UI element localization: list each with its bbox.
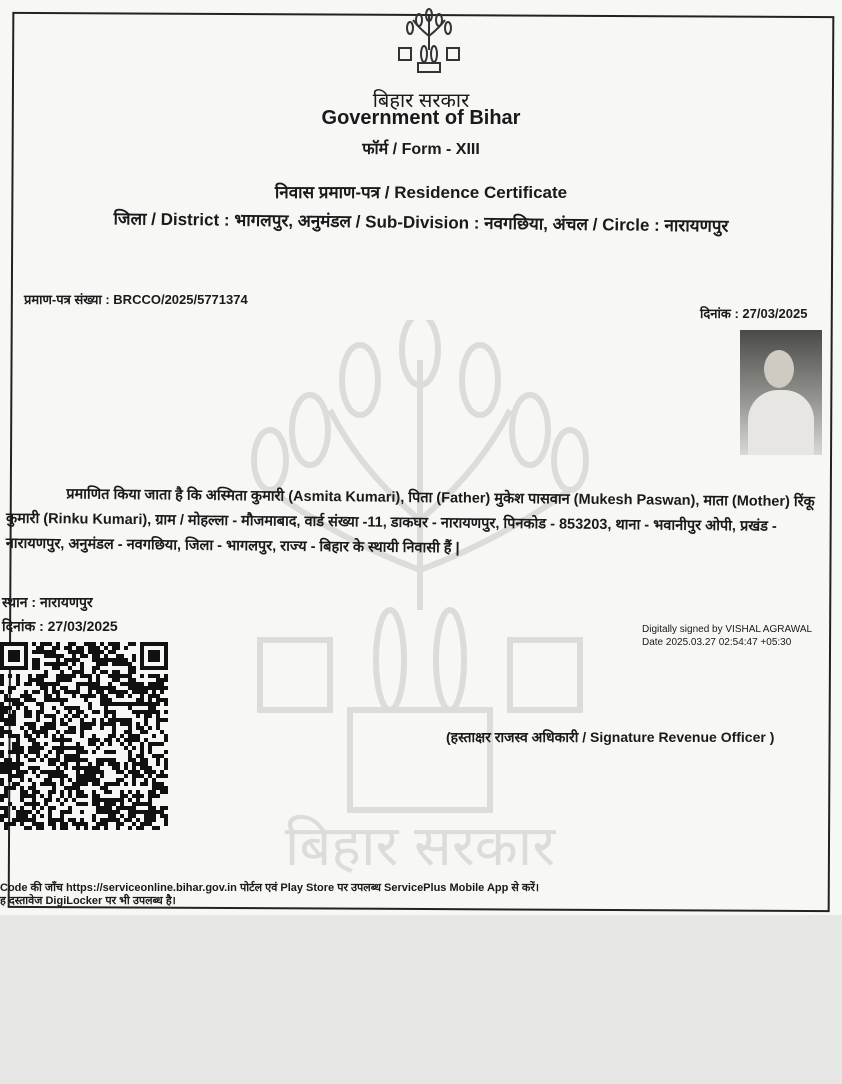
digital-signature-name: Digitally signed by VISHAL AGRAWAL (642, 624, 813, 635)
applicant-photo (740, 330, 822, 455)
state-name-english: Government of Bihar (321, 107, 521, 129)
bihar-emblem-logo (393, 8, 465, 76)
qr-code[interactable] (0, 642, 168, 830)
digital-signature (642, 623, 812, 649)
certificate-body: प्रमाणित किया जाता है कि अस्मिता कुमारी (Asmita Kumari), पिता (Father) मुकेश पासवान (Mukesh Paswan), माता (Mother) रिंकू कुमारी (Rinku Kumari), ग्राम / मोहल्ला - मौजमाबाद, वार्ड संख्या -11, डाकघर - नारायणपुर, पिनकोड - 853203, थाना - भवानीपुर ओपी, प्रखंड - नारायणपुर, अनुमंडल - नवगछिया, जिला - भागलपुर, राज्य - बिहार के स्थायी निवासी हैं | (5, 486, 815, 557)
issue-date: दिनांक : 27/03/2025 (2, 618, 118, 634)
jurisdiction: जिला / District : भागलपुर, अनुमंडल / Sub-Division : नवगछिया, अंचल / Circle : नारायणपुर (113, 209, 729, 236)
verification-note: Code की जाँच https://serviceonline.bihar.gov.in पोर्टल एवं Play Store पर उपलब्ध ServicePlus Mobile App से करें। (0, 882, 539, 894)
certificate-number: प्रमाण-पत्र संख्या : BRCCO/2025/5771374 (24, 292, 248, 307)
state-name-hindi: बिहार सरकार (372, 90, 470, 112)
form-number: फॉर्म / Form - XIII (362, 141, 480, 158)
signature-officer: (हस्ताक्षर राजस्व अधिकारी / Signature Revenue Officer ) (446, 729, 775, 745)
certificate-title: निवास प्रमाण-पत्र / Residence Certificate (274, 183, 568, 202)
bihar-emblem-watermark (240, 320, 600, 880)
digital-signature-date: Date 2025.03.27 02:54:47 +05:30 (642, 637, 792, 648)
certificate-date: दिनांक : 27/03/2025 (700, 306, 808, 321)
svg-text:बिहार सरकार: बिहार सरकार (284, 814, 556, 877)
place: स्थान : नारायणपुर (2, 594, 93, 610)
digilocker-note: ह दस्तावेज DigiLocker पर भी उपलब्ध है। (0, 895, 176, 907)
